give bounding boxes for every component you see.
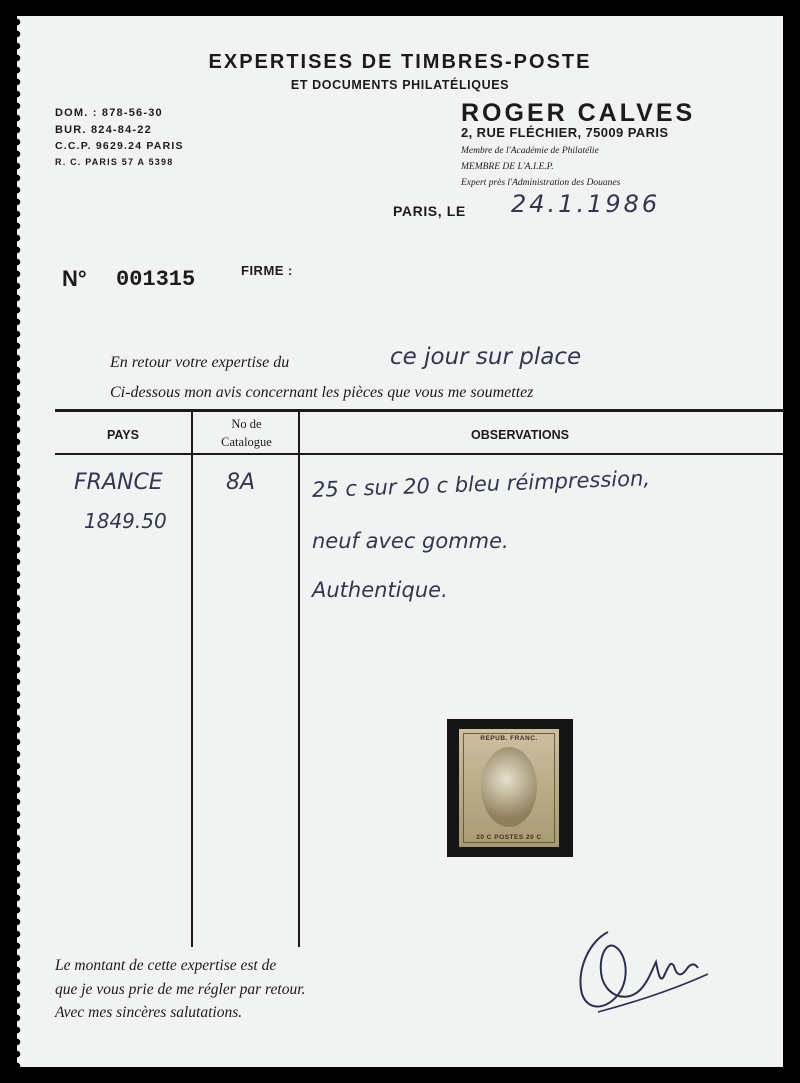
header-catalogue-2: Catalogue [221,435,272,449]
contact-ccp: C.C.P. 9629.24 PARIS [55,140,184,152]
table-top-rule [55,409,783,412]
expert-line2: MEMBRE DE L'A.I.E.P. [461,162,554,172]
certificate-number: 001315 [116,267,196,292]
retour-handwritten: ce jour sur place [390,344,582,370]
cell-year: 1849.50 [84,509,167,533]
stamp-image [447,719,573,857]
stamp-top-text: REPUB. FRANC. [480,735,538,742]
firme-label: FIRME : [241,263,293,278]
ceres-head [481,747,537,827]
expert-line1: Membre de l'Académie de Philatélie [461,146,599,156]
expert-name: ROGER CALVES [461,99,696,127]
header-pays: PAYS [107,428,139,442]
contact-dom: DOM. : 878-56-30 [55,107,163,119]
obs-line3: Authentique. [312,578,448,602]
table-header-rule [55,453,783,455]
contact-rc: R. C. PARIS 57 A 5398 [55,157,174,167]
footer-line3: Avec mes sincères salutations. [55,1004,243,1021]
page-subtitle: ET DOCUMENTS PHILATÉLIQUES [290,78,510,92]
table-divider-1 [191,411,193,947]
obs-line1: 25 c sur 20 c bleu réimpression, [311,466,651,502]
retour-line2: Ci-dessous mon avis concernant les pièces que vous me soumettez [110,384,534,401]
footer-line1: Le montant de cette expertise est de [55,957,277,974]
date-label: PARIS, LE [393,203,466,219]
retour-line1: En retour votre expertise du [110,354,290,371]
footer-line2: que je vous prie de me régler par retour. [55,981,306,998]
header-observations: OBSERVATIONS [471,428,569,442]
stamp-bottom-text: 20 C POSTES 20 C [476,834,542,841]
perforated-edge [17,16,27,1067]
page-title: EXPERTISES DE TIMBRES-POSTE [208,51,592,73]
date-value: 24.1.1986 [511,190,661,218]
cell-pays: FRANCE [74,470,163,495]
number-label: N° [62,266,87,291]
cell-catalogue: 8A [226,470,256,495]
signature [568,912,718,1022]
obs-line2: neuf avec gomme. [312,529,509,553]
table-divider-2 [298,411,300,947]
expert-address: 2, RUE FLÉCHIER, 75009 PARIS [461,125,669,140]
contact-bur: BUR. 824-84-22 [55,124,152,136]
header-catalogue-1: No de [231,417,262,431]
expert-line3: Expert près l'Administration des Douanes [461,178,621,188]
